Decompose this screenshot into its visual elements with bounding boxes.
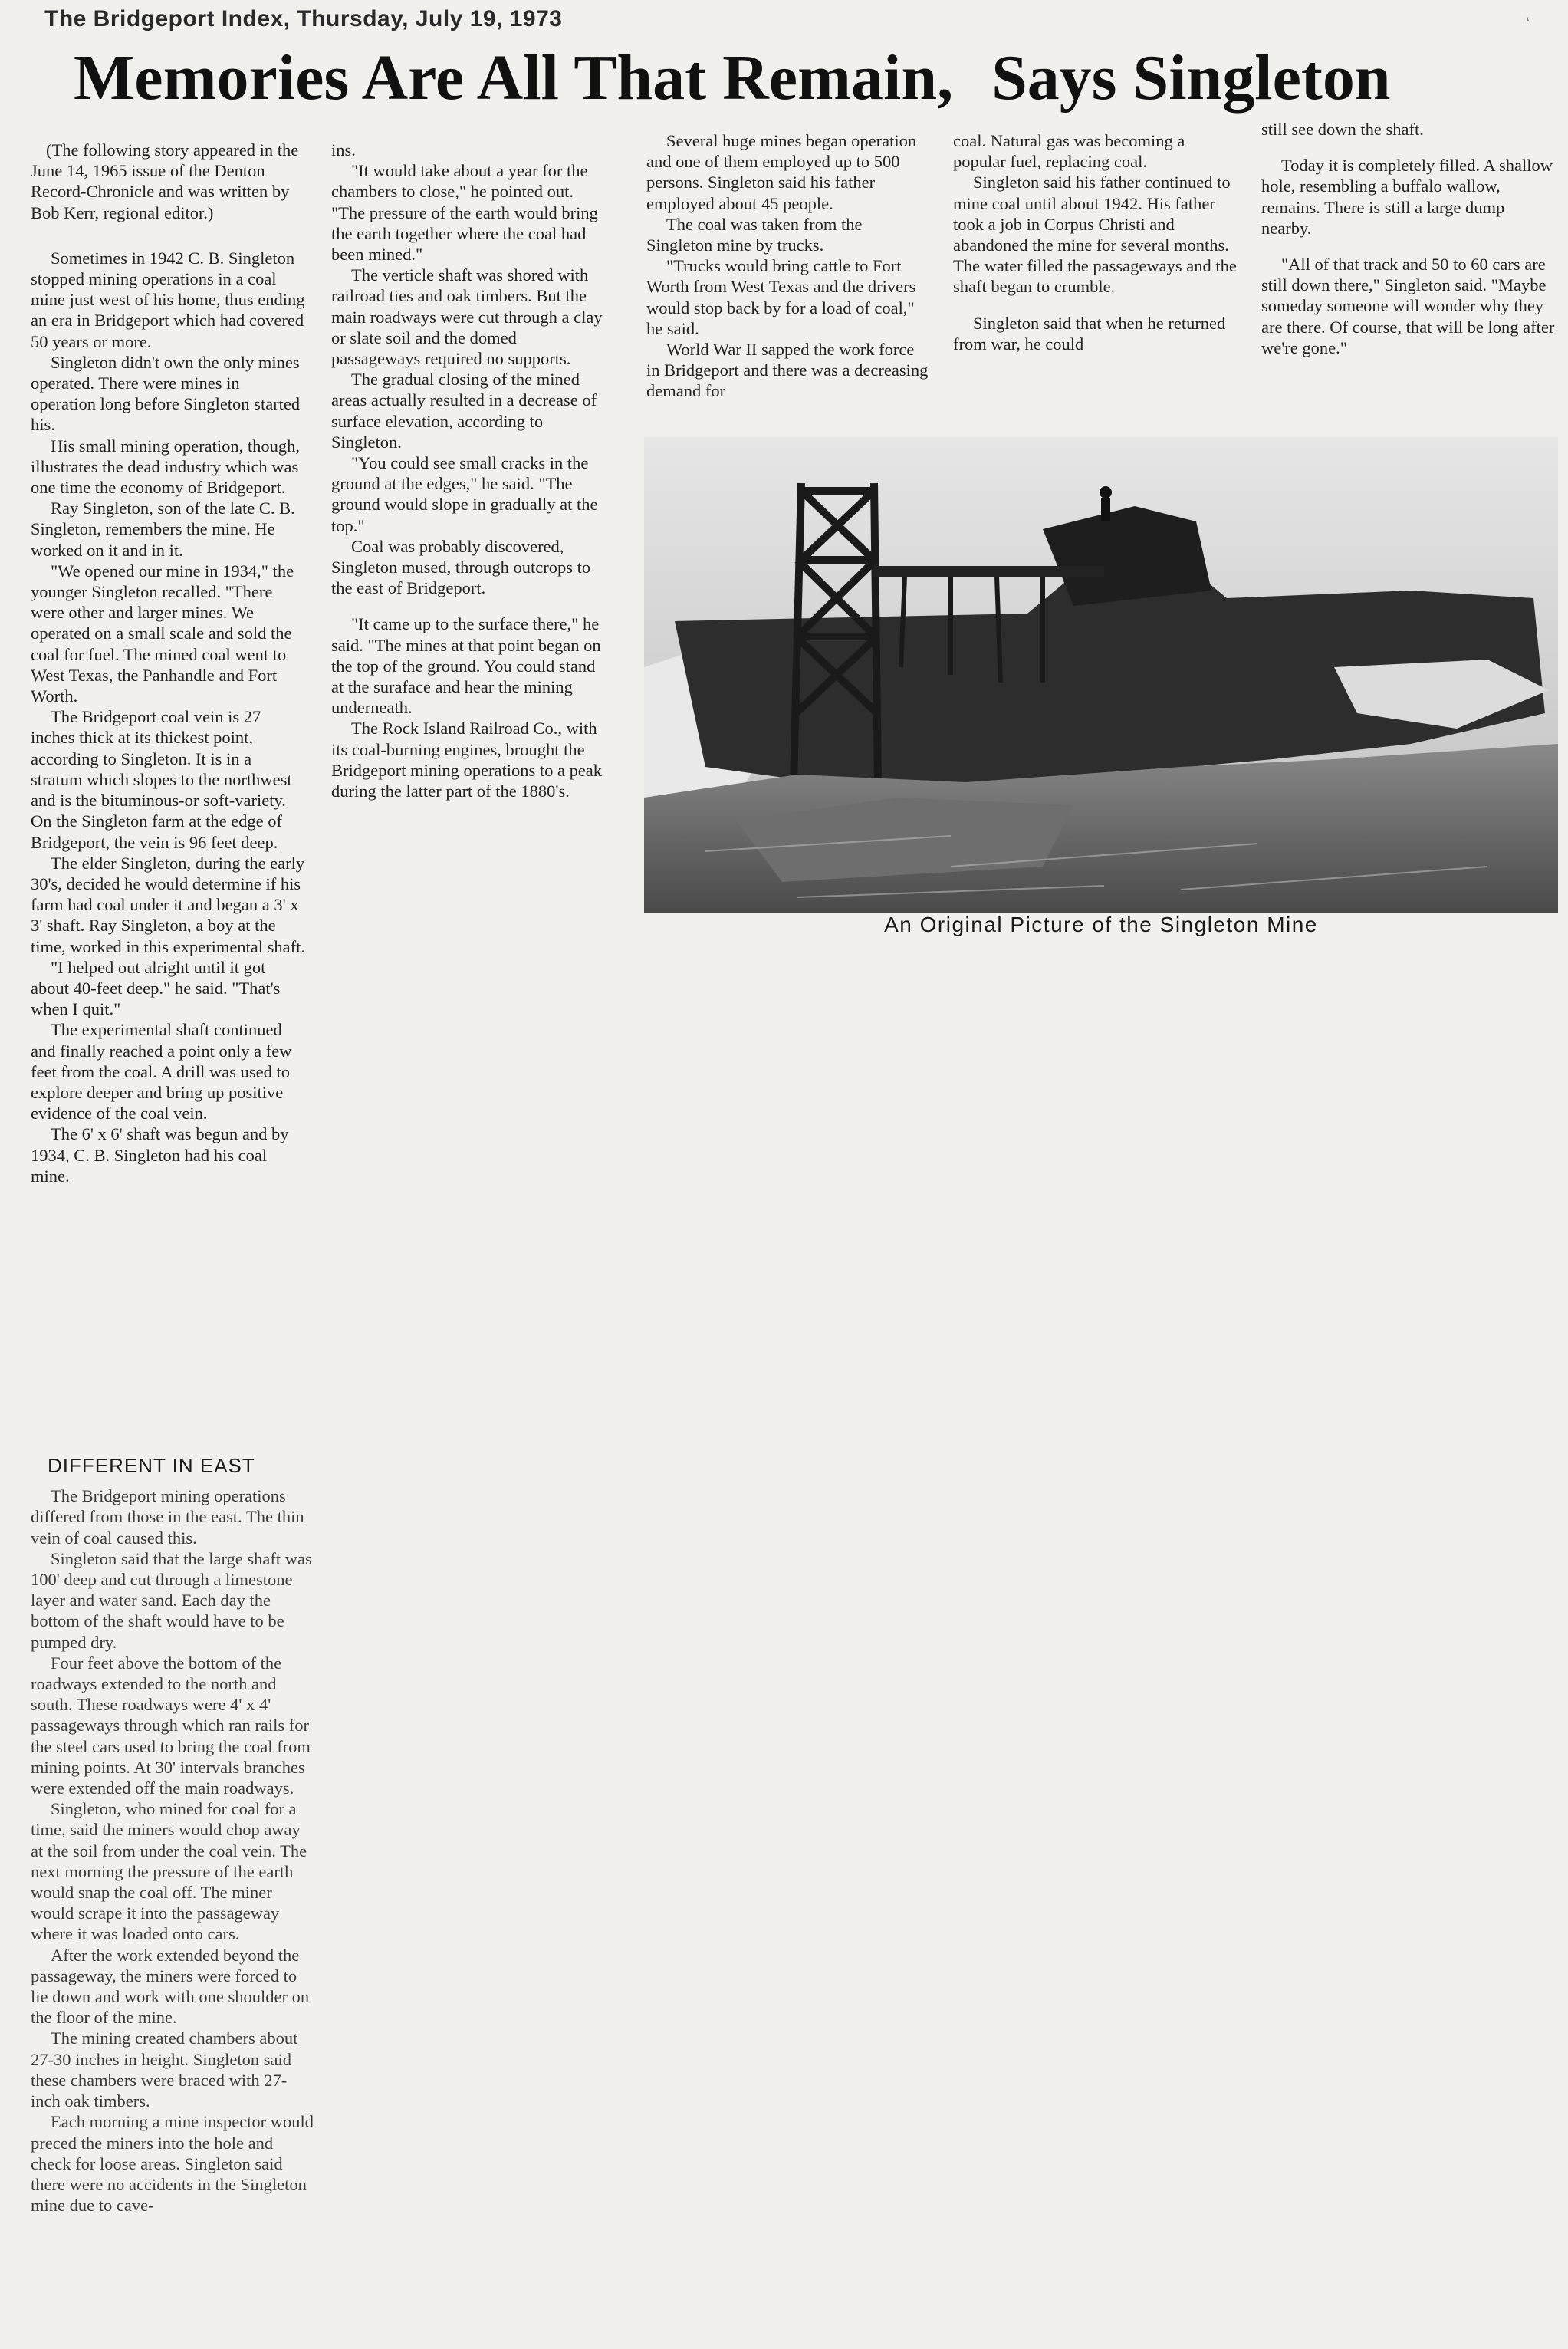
paragraph: "I helped out alright until it got about 40-feet deep." he said. "That's when I quit." <box>31 957 281 1019</box>
paragraph: "It came up to the surface there," he said. "The mines at that point began on the top of the ground. You could stand at the suraface and hear the mining underneath. <box>331 614 601 718</box>
paragraph: His small mining operation, though, illustrates the dead industry which was one time the economy of Bridgeport. <box>31 436 300 498</box>
article-column-3 <box>646 130 930 402</box>
paragraph: The Bridgeport mining operations differed from those in the east. The thin vein of coal caused this. <box>31 1486 304 1548</box>
paragraph: The experimental shaft continued and finally reached a point only a few feet from the coal. A drill was used to explore deeper and bring up positive evidence of the coal vein. <box>31 1020 292 1124</box>
article-column-4 <box>953 130 1237 354</box>
paragraph: "All of that track and 50 to 60 cars are still down there," Singleton said. "Maybe someday someone will wonder why they are there. Of course, that will be long after we're gone." <box>1261 255 1555 357</box>
paragraph: The Bridgeport coal vein is 27 inches thick at its thickest point, according to Singleton. It is in a stratum which slopes to the northwest and is the bituminous-or soft-variety. On the Singleton farm at the edge of Bridgeport, the vein is 96 feet deep. <box>31 707 292 852</box>
paragraph: The gradual closing of the mined areas actually resulted in a decrease of surface elevation, according to Singleton. <box>331 370 597 452</box>
paragraph: Singleton said that when he returned from war, he could <box>953 313 1226 354</box>
paragraph: The verticle shaft was shored with railroad ties and oak timbers. But the main roadways were cut through a clay or slate soil and the domed passageways required no supports. <box>331 265 603 369</box>
paragraph: still see down the shaft. <box>1261 120 1424 139</box>
paragraph: The mining created chambers about 27-30 inches in height. Singleton said these chambers were braced with 27-inch oak timbers. <box>31 2028 298 2111</box>
dateline: The Bridgeport Index, Thursday, July 19, 1973 <box>44 6 563 31</box>
paragraph: The 6' x 6' shaft was begun and by 1934, C. B. Singleton had his coal mine. <box>31 1124 289 1186</box>
paragraph: Ray Singleton, son of the late C. B. Singleton, remembers the mine. He worked on it and in it. <box>31 498 295 560</box>
headline-part-2: Says Singleton <box>991 42 1391 114</box>
paragraph: The coal was taken from the Singleton mine by trucks. <box>646 214 863 255</box>
intro-note: (The following story appeared in the June 14, 1965 issue of the Denton Record-Chronicle and was written by Bob Kerr, regional editor.) <box>31 140 299 222</box>
paragraph: Singleton said his father continued to mine coal until about 1942. His father took a job in Corpus Christi and abandoned the mine for several months. The water filled the passageways and the shaft began to crumble. <box>953 173 1237 297</box>
subheading: DIFFERENT IN EAST <box>48 1454 255 1477</box>
paragraph: Several huge mines began operation and one of them employed up to 500 persons. Singleton said his father employed about 45 people. <box>646 131 917 213</box>
headline-part-1: Memories Are All That Remain, <box>74 42 954 114</box>
paragraph: After the work extended beyond the passageway, the miners were forced to lie down and work with one shoulder on the floor of the mine. <box>31 1945 310 2028</box>
paragraph: Singleton said that the large shaft was 100' deep and cut through a limestone layer and water sand. Each day the bottom of the shaft would have to be pumped dry. <box>31 1548 312 1652</box>
paragraph: "It would take about a year for the chambers to close," he pointed out. "The pressure of the earth would bring the earth together where the coal had been mined." <box>331 161 598 265</box>
paragraph: Coal was probably discovered, Singleton mused, through outcrops to the east of Bridgeport. <box>331 536 591 598</box>
mine-photo-drawing <box>644 437 1558 913</box>
paragraph: Singleton, who mined for coal for a time, said the miners would chop away at the soil from under the coal vein. The next morning the pressure of the earth would snap the coal off. The miner would scrape it into the passageway where it was loaded onto cars. <box>31 1799 307 1944</box>
photo-caption: An Original Picture of the Singleton Mine <box>884 913 1318 936</box>
paragraph: "Trucks would bring cattle to Fort Worth from West Texas and the drivers would stop back by for a load of coal," he said. <box>646 256 916 338</box>
article-column-2 <box>331 140 607 801</box>
mine-photo <box>644 437 1558 913</box>
paragraph: Four feet above the bottom of the roadways extended to the north and south. These roadways were 4' x 4' passageways through which ran rails for the steel cars used to bring the coal from mining points. At 30' intervals branches were extended off the main roadways. <box>31 1653 311 1798</box>
paragraph: The Rock Island Railroad Co., with its coal-burning engines, brought the Bridgeport mining operations to a peak during the latter part of the 1880's. <box>331 719 603 801</box>
paragraph: Each morning a mine inspector would preced the miners into the hole and check for loose areas. Singleton said there were no accidents in the Singleton mine due to cave- <box>31 2112 314 2216</box>
paragraph: coal. Natural gas was becoming a popular fuel, replacing coal. <box>953 131 1185 172</box>
paragraph: "We opened our mine in 1934," the younger Singleton recalled. "There were other and larger mines. We operated on a small scale and sold the coal for fuel. The mined coal went to West Texas, the Panhandle and Fort Worth. <box>31 561 294 706</box>
corner-mark: ‘ <box>1526 14 1530 35</box>
article-column-5 <box>1261 119 1556 358</box>
paragraph: Singleton didn't own the only mines operated. There were mines in operation long before Singleton started his. <box>31 352 301 435</box>
article-column-1 <box>31 140 307 1186</box>
paragraph: "You could see small cracks in the ground at the edges," he said. "The ground would slope in gradually at the top." <box>331 453 598 535</box>
paragraph: The elder Singleton, during the early 30's, decided he would determine if his farm had coal under it and began a 3' x 3' shaft. Ray Singleton, a boy at the time, worked in this experimental shaft. <box>31 853 306 956</box>
paragraph: Sometimes in 1942 C. B. Singleton stopped mining operations in a coal mine just west of his home, thus ending an era in Bridgeport which had covered 50 years or more. <box>31 248 305 351</box>
paragraph: World War II sapped the work force in Bridgeport and there was a decreasing demand for <box>646 340 929 401</box>
paragraph: ins. <box>331 140 356 160</box>
article-column-1-lower <box>31 1442 314 2216</box>
paragraph: Today it is completely filled. A shallow hole, resembling a buffalo wallow, remains. There is still a large dump nearby. <box>1261 156 1553 238</box>
headline <box>74 42 1515 114</box>
